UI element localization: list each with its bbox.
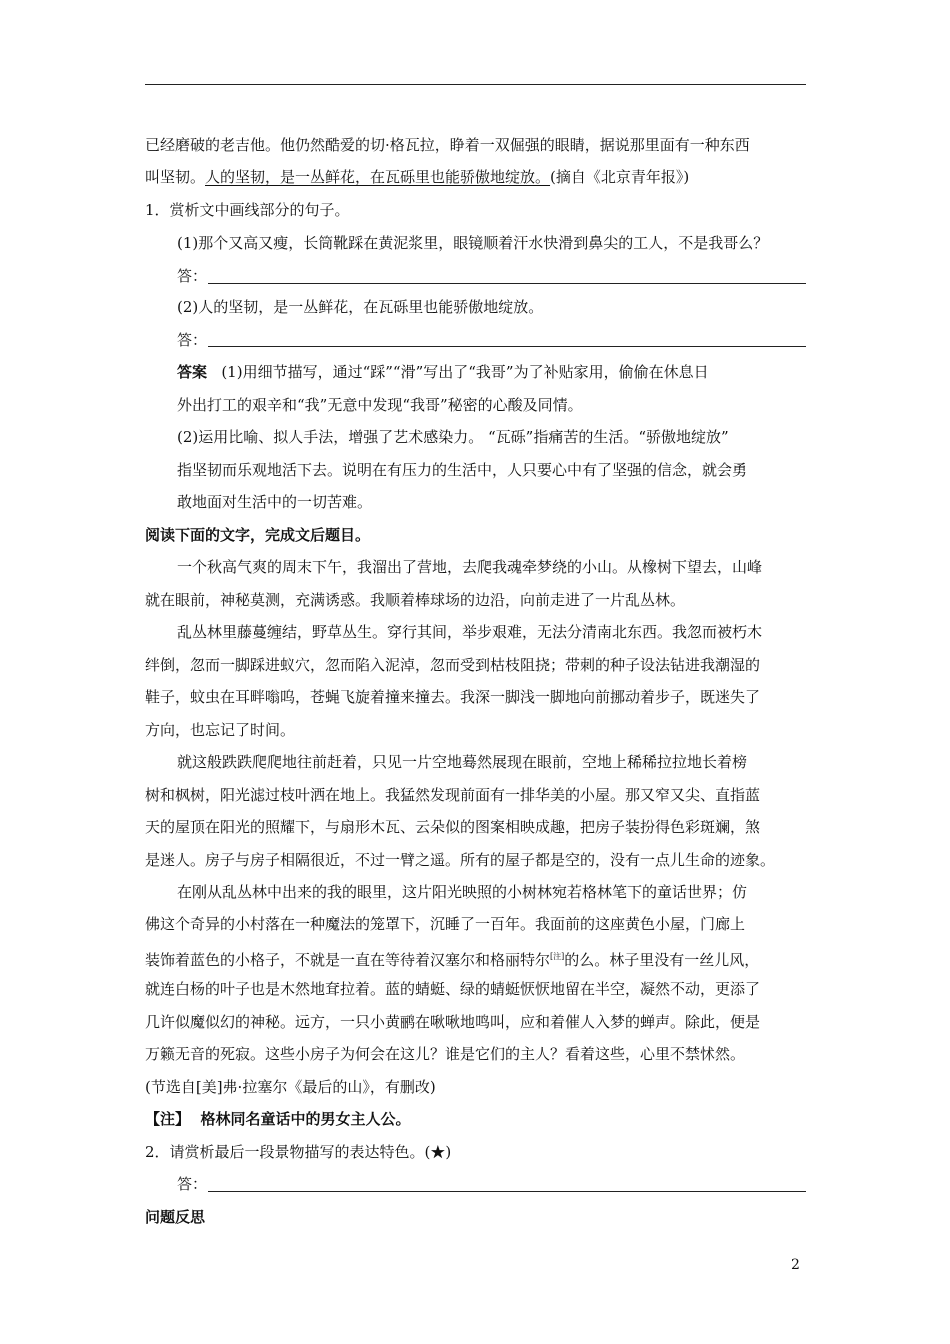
passage1-line xyxy=(145,166,689,188)
reading-instruction: 阅读下面的文字，完成文后题目。 xyxy=(145,526,371,544)
passage2-line: 一个秋高气爽的周末下午，我溜出了营地，去爬我魂牵梦绕的小山。从橡树下望去，山峰 xyxy=(177,558,763,576)
answer-line-1[interactable] xyxy=(208,283,806,284)
passage2-line: 佛这个奇异的小村落在一种魔法的笼罩下，沉睡了一百年。我面前的这座黄色小屋，门廊上 xyxy=(145,915,746,933)
answer-prompt: 答： xyxy=(177,331,208,349)
passage2-line xyxy=(145,946,759,968)
passage2-text: 的么。林子里没有一丝儿风， xyxy=(564,951,760,969)
passage2-line: 在刚从乱丛林中出来的我的眼里，这片阳光映照的小树林宛若格林笔下的童话世界；仿 xyxy=(177,883,748,901)
passage2-line: 就这般跌跌爬爬地往前赶着，只见一片空地蓦然展现在眼前，空地上稀稀拉拉地长着榜 xyxy=(177,753,748,771)
passage2-line: 就在眼前，神秘莫测，充满诱惑。我顺着棒球场的边沿，向前走进了一片乱丛林。 xyxy=(145,591,686,609)
answer-block-line xyxy=(177,361,709,383)
header-rule xyxy=(145,84,806,85)
footnote xyxy=(145,1108,410,1130)
reflection-heading: 问题反思 xyxy=(145,1208,206,1226)
passage2-line: 天的屋顶在阳光的照耀下，与扇形木瓦、云朵似的图案相映成趣，把房子装扮得色彩斑斓，煞 xyxy=(145,818,761,836)
answer-line-2[interactable] xyxy=(208,346,806,347)
passage2-line: 树和枫树，阳光滤过枝叶洒在地上。我猛然发现前面有一排华美的小屋。那又窄又尖、直指蓝 xyxy=(145,786,761,804)
question-1-title: 1．赏析文中画线部分的句子。 xyxy=(145,201,350,219)
passage2-line: 绊倒，忽而一脚踩进蚁穴，忽而陷入泥淖，忽而受到枯枝阻挠；带刺的种子设法钻进我潮湿的 xyxy=(145,656,761,674)
footnote-marker: [注] xyxy=(550,952,565,961)
passage2-line: 乱丛林里藤蔓缠结，野草丛生。穿行其间，举步艰难，无法分清南北东西。我忽而被朽木 xyxy=(177,623,763,641)
source-citation: (摘自《北京青年报》) xyxy=(550,168,690,186)
answer-prompt: 答： xyxy=(177,267,208,285)
passage2-line: 鞋子，蚊虫在耳畔嗡呜，苍蝇飞旋着撞来撞去。我深一脚浅一脚地向前挪动着步子，既迷失了 xyxy=(145,688,761,706)
underlined-sentence: 人的坚韧，是一丛鲜花，在瓦砾里也能骄傲地绽放。 xyxy=(205,168,551,186)
passage2-line: 万籁无音的死寂。这些小房子为何会在这儿？谁是它们的主人？看着这些，心里不禁怵然。 xyxy=(145,1045,746,1063)
answer-text: 指坚韧而乐观地活下去。说明在有压力的生活中，人只要心中有了坚强的信念，就会勇 xyxy=(177,461,748,479)
footnote-label: 【注】 xyxy=(145,1110,191,1128)
passage2-line: 就连白杨的叶子也是木然地耷拉着。蓝的蜻蜓、绿的蜻蜓恹恹地留在半空，凝然不动，更添了 xyxy=(145,980,761,998)
passage2-text: 装饰着蓝色的小格子，不就是一直在等待着汉塞尔和格丽特尔 xyxy=(145,951,551,969)
page-number: 2 xyxy=(791,1257,800,1273)
passage1-line: 已经磨破的老吉他。他仍然酷爱的切·格瓦拉，睁着一双倔强的眼睛，据说那里面有一种东西 xyxy=(145,136,750,154)
passage1-text: 叫坚韧。 xyxy=(145,168,206,186)
passage2-line: 几许似魔似幻的神秘。远方，一只小黄鹂在啾啾地鸣叫，应和着催人入梦的蝉声。除此，便是 xyxy=(145,1013,761,1031)
source-citation: (节选自[美]弗·拉塞尔《最后的山》，有删改) xyxy=(145,1078,436,1096)
answer-text: (1)用细节描写，通过“踩”“滑”写出了“我哥”为了补贴家用，偷偷在休息日 xyxy=(221,363,709,381)
question-1-sub1: (1)那个又高又瘦，长筒靴踩在黄泥浆里，眼镜顺着汗水快滑到鼻尖的工人，不是我哥么？ xyxy=(177,234,769,252)
footnote-text: 格林同名童话中的男女主人公。 xyxy=(200,1110,411,1128)
answer-text: 外出打工的艰辛和“我”无意中发现“我哥”秘密的心酸及同情。 xyxy=(177,396,583,414)
passage2-line: 方向，也忘记了时间。 xyxy=(145,721,296,739)
answer-text: (2)运用比喻、拟人手法，增强了艺术感染力。 “瓦砾”指痛苦的生活。“骄傲地绽放” xyxy=(177,428,729,446)
answer-label: 答案 xyxy=(177,363,208,381)
answer-prompt: 答： xyxy=(177,1175,208,1193)
question-2-title: 2．请赏析最后一段景物描写的表达特色。(★) xyxy=(145,1143,452,1161)
answer-text: 敢地面对生活中的一切苦难。 xyxy=(177,493,373,511)
question-1-sub2: (2)人的坚韧，是一丛鲜花，在瓦砾里也能骄傲地绽放。 xyxy=(177,298,544,316)
passage2-line: 是迷人。房子与房子相隔很近，不过一臂之遥。所有的屋子都是空的，没有一点儿生命的迹象。 xyxy=(145,851,776,869)
answer-line-3[interactable] xyxy=(208,1191,806,1192)
